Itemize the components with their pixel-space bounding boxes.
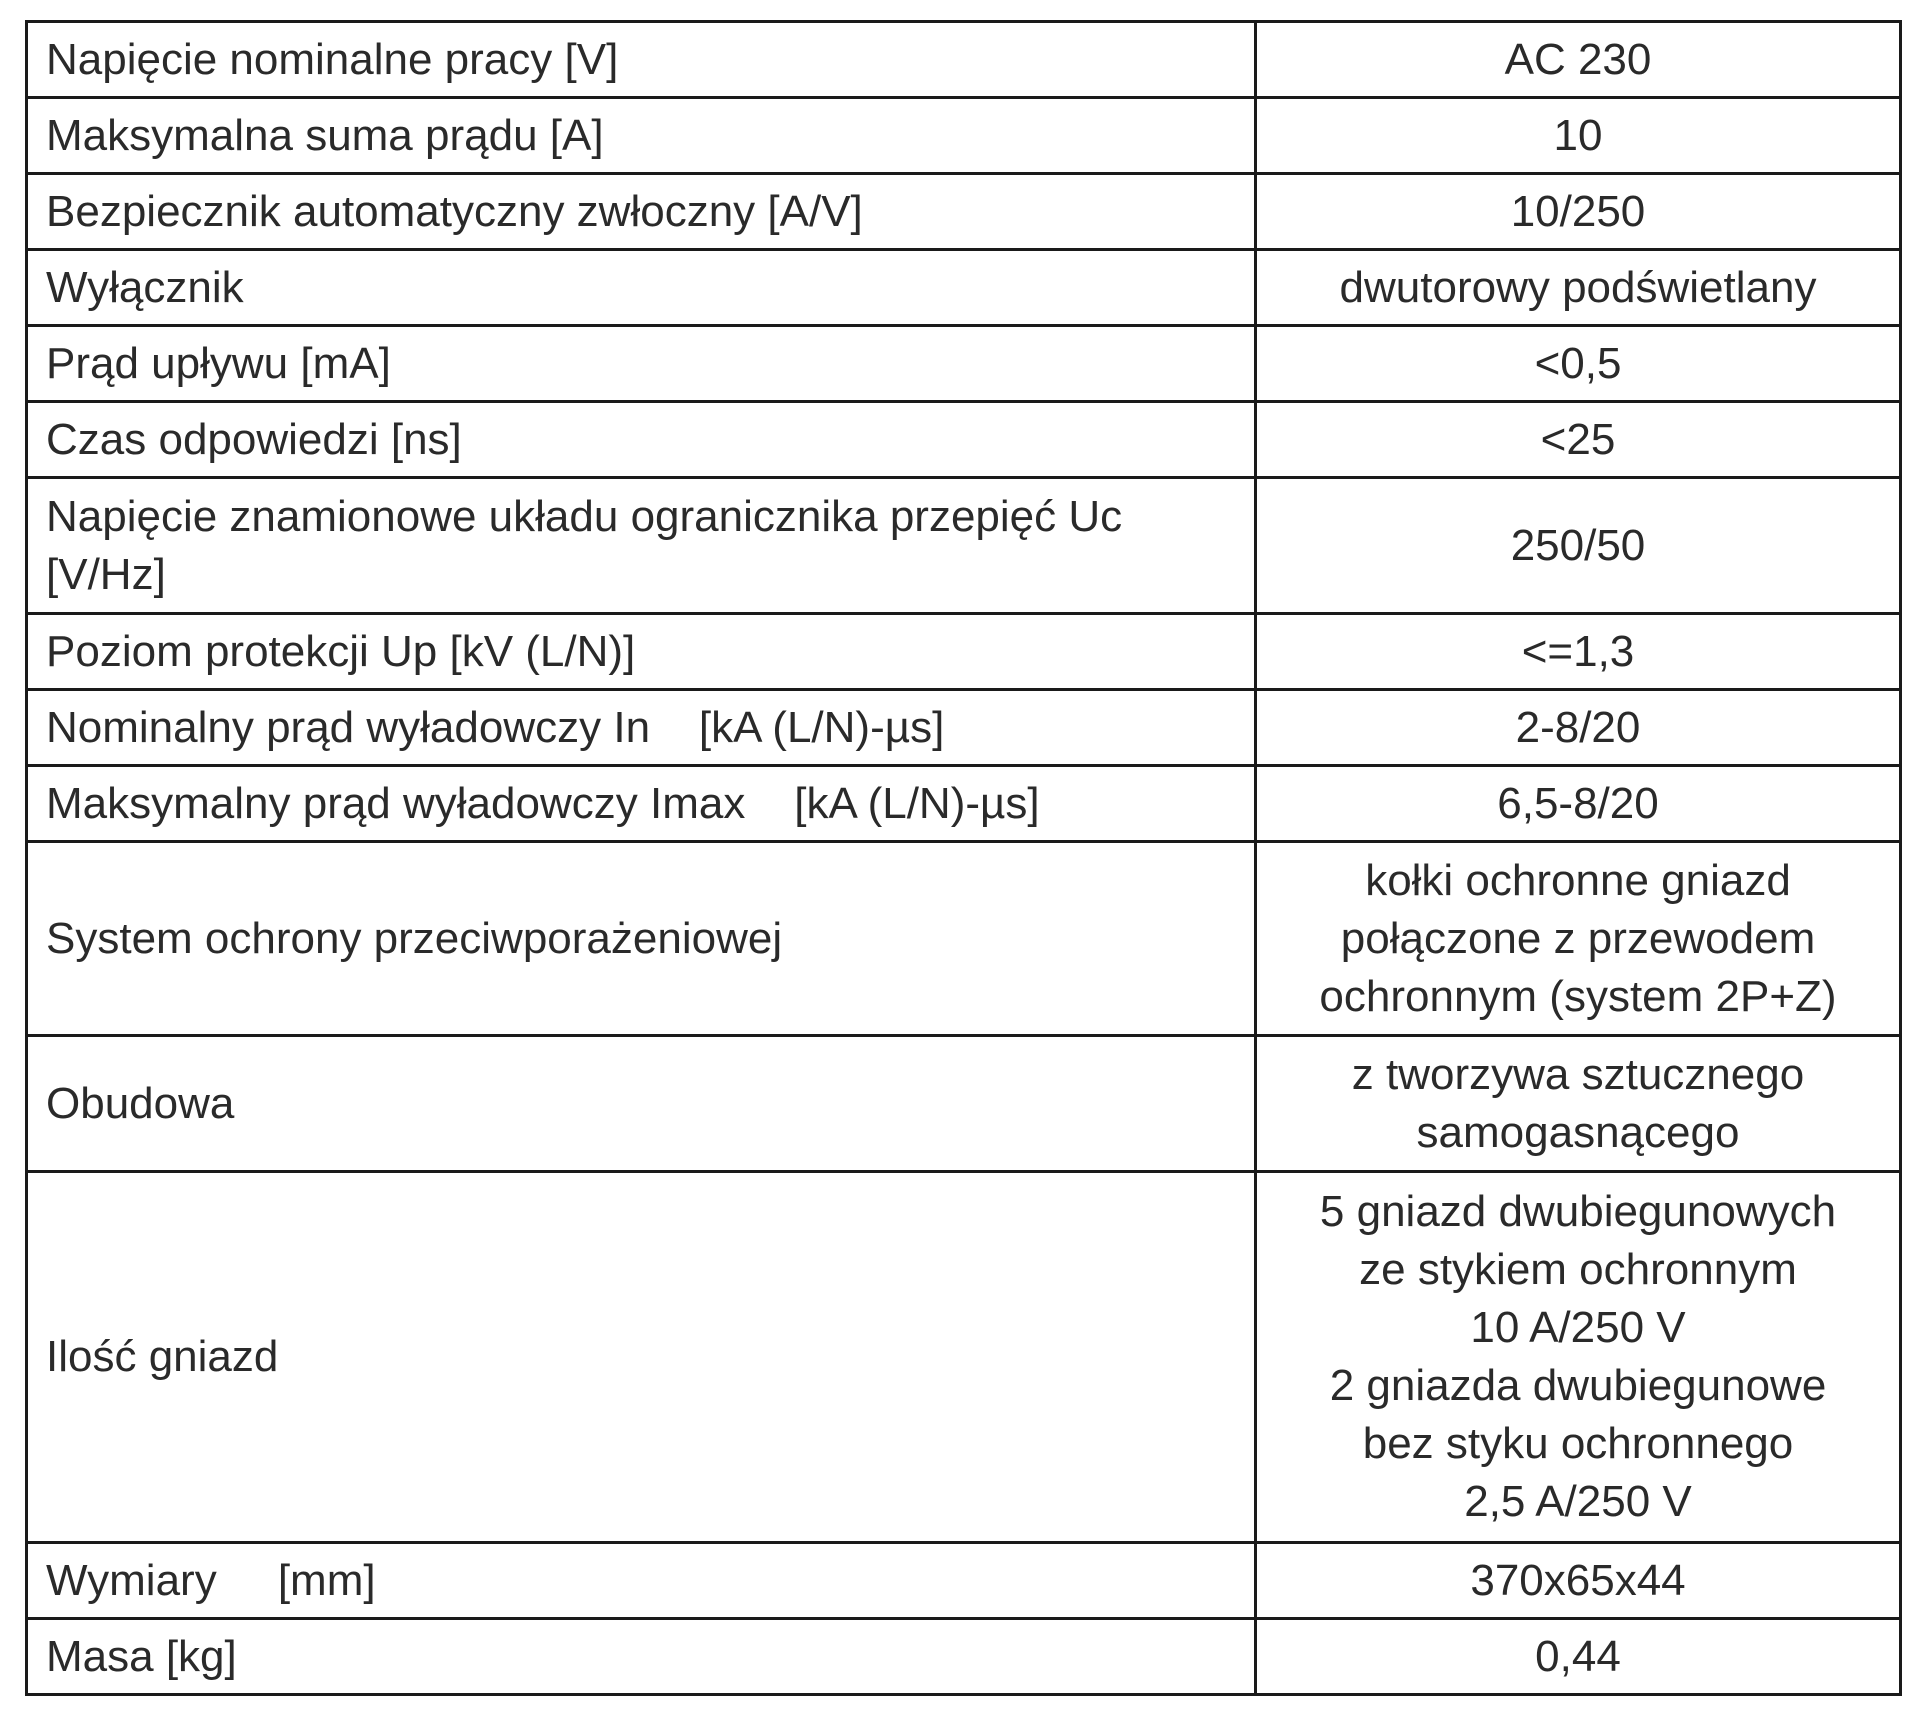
param-cell: Napięcie nominalne pracy [V] [27,22,1256,98]
table-row [27,478,1901,614]
value-cell: 2-8/20 [1256,690,1901,766]
value-cell: 10 [1256,98,1901,174]
param-cell: Bezpiecznik automatyczny zwłoczny [A/V] [27,174,1256,250]
param-cell: Czas odpowiedzi [ns] [27,402,1256,478]
spec-table-body [27,22,1901,1695]
spec-table [25,20,1902,1696]
table-row [27,1619,1901,1695]
table-row [27,402,1901,478]
value-cell: 250/50 [1256,478,1901,614]
param-cell: Poziom protekcji Up [kV (L/N)] [27,614,1256,690]
value-cell: AC 230 [1256,22,1901,98]
param-cell: System ochrony przeciwporażeniowej [27,842,1256,1036]
value-cell: dwutorowy podświetlany [1256,250,1901,326]
value-cell: 10/250 [1256,174,1901,250]
table-row [27,842,1901,1036]
param-cell: Obudowa [27,1036,1256,1172]
table-row [27,1036,1901,1172]
param-cell: Maksymalna suma prądu [A] [27,98,1256,174]
table-row [27,766,1901,842]
value-cell: <=1,3 [1256,614,1901,690]
table-row [27,1172,1901,1543]
value-cell: 370x65x44 [1256,1543,1901,1619]
param-cell: Napięcie znamionowe układu ogranicznika przepięć Uc [V/Hz] [27,478,1256,614]
value-cell: 5 gniazd dwubiegunowych ze stykiem ochronnym 10 A/250 V 2 gniazda dwubiegunowe bez styku ochronnego 2,5 A/250 V [1256,1172,1901,1543]
value-cell: 0,44 [1256,1619,1901,1695]
table-row [27,326,1901,402]
table-row [27,1543,1901,1619]
table-row [27,690,1901,766]
table-row [27,250,1901,326]
table-row [27,174,1901,250]
param-cell: Nominalny prąd wyładowczy In [kA (L/N)-µs] [27,690,1256,766]
value-cell: <0,5 [1256,326,1901,402]
value-cell: z tworzywa sztucznego samogasnącego [1256,1036,1901,1172]
param-cell: Wymiary [mm] [27,1543,1256,1619]
table-row [27,98,1901,174]
param-cell: Prąd upływu [mA] [27,326,1256,402]
param-cell: Ilość gniazd [27,1172,1256,1543]
param-cell: Maksymalny prąd wyładowczy Imax [kA (L/N)-µs] [27,766,1256,842]
table-row [27,614,1901,690]
param-cell: Wyłącznik [27,250,1256,326]
value-cell: 6,5-8/20 [1256,766,1901,842]
value-cell: kołki ochronne gniazd połączone z przewodem ochronnym (system 2P+Z) [1256,842,1901,1036]
table-row [27,22,1901,98]
param-cell: Masa [kg] [27,1619,1256,1695]
value-cell: <25 [1256,402,1901,478]
